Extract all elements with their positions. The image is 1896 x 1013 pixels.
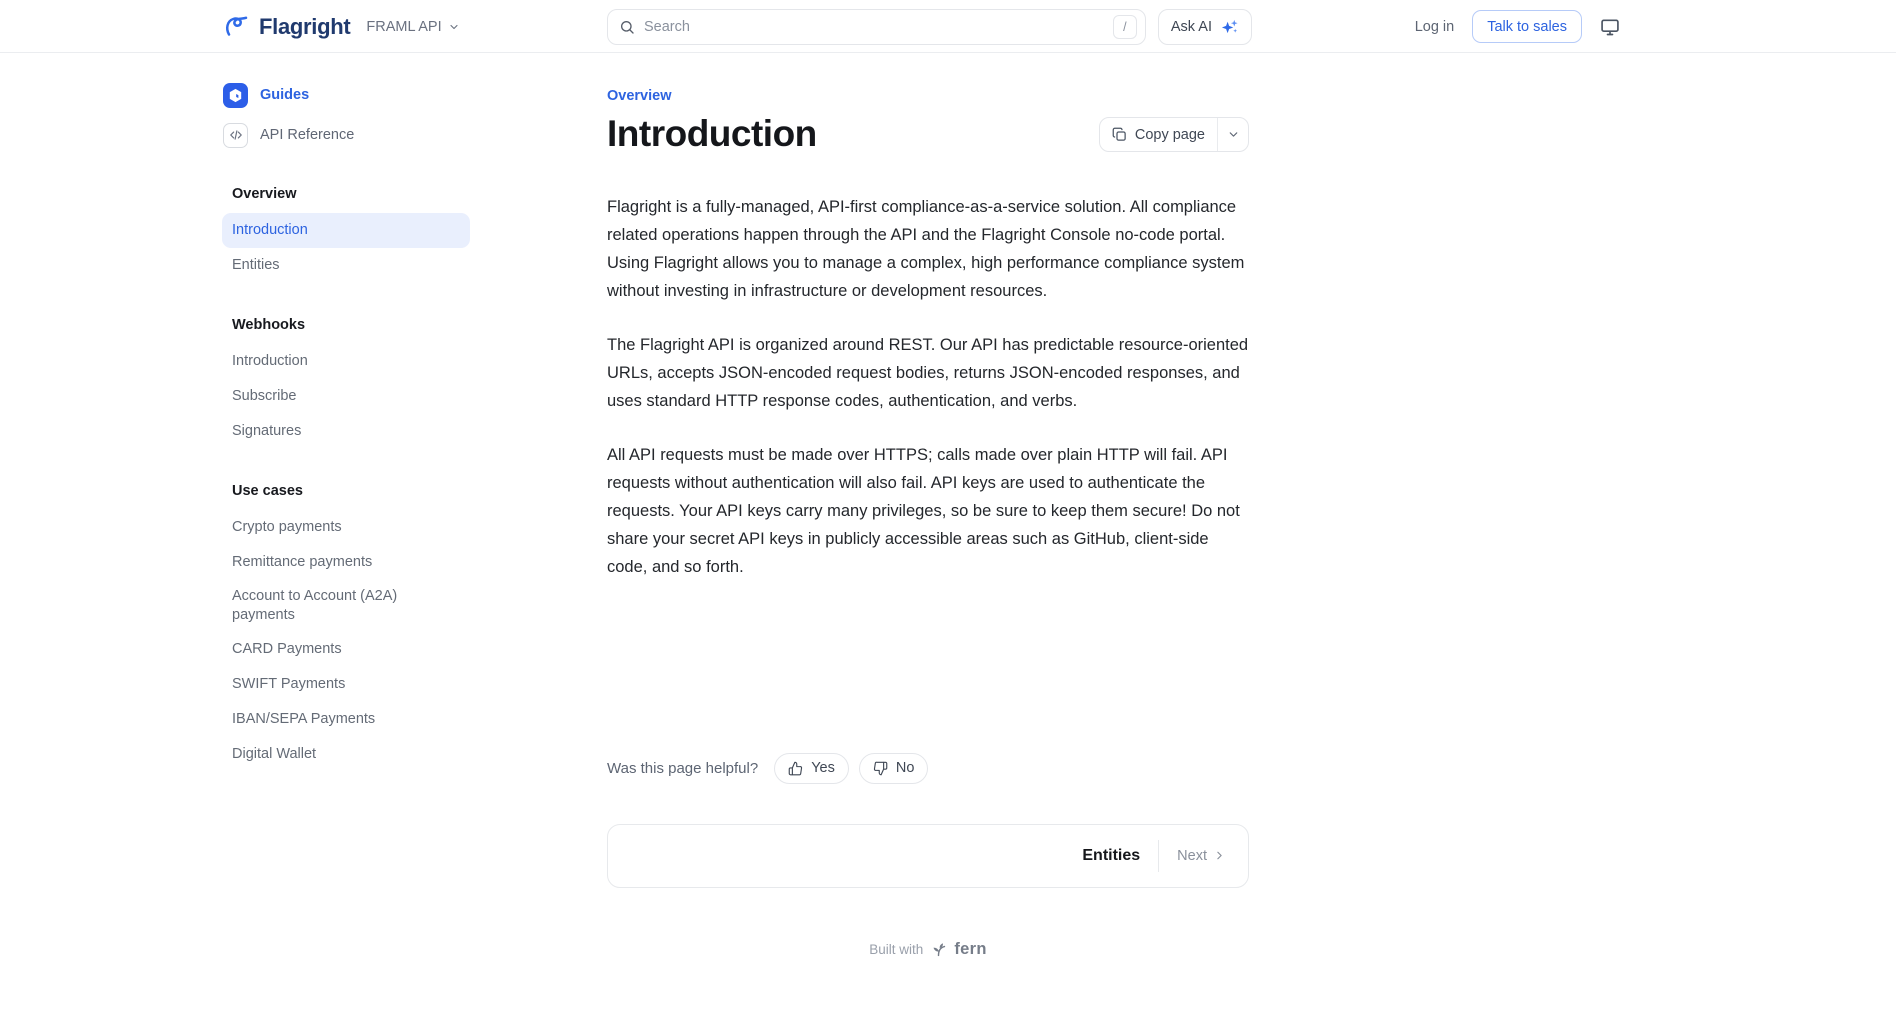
sidebar-item-iban-sepa-payments[interactable]: IBAN/SEPA Payments: [232, 710, 376, 727]
paragraph: The Flagright API is organized around REST. Our API has predictable resource-oriented URLs, accepts JSON-encoded request bodies, returns JSON-encoded responses, and uses standard HTTP response codes, authentication, and verbs.: [607, 335, 1249, 410]
log-in-link[interactable]: Log in: [1414, 18, 1455, 35]
feedback-question: Was this page helpful?: [607, 759, 759, 777]
search-bar[interactable]: [607, 9, 1146, 45]
breadcrumb[interactable]: Overview: [607, 88, 672, 104]
next-page-title: Entities: [1082, 846, 1141, 864]
built-with-fern-link[interactable]: [607, 940, 1249, 959]
sidebar-item-subscribe[interactable]: Subscribe: [232, 388, 297, 405]
fern-leaf-icon: [930, 941, 947, 958]
sidebar-item-card-payments[interactable]: CARD Payments: [232, 640, 342, 657]
flagright-logo-icon: [222, 13, 250, 41]
sparkles-icon: [1220, 17, 1239, 36]
sidebar-item-remittance-payments[interactable]: Remittance payments: [232, 554, 373, 571]
next-page-card[interactable]: [607, 824, 1249, 888]
guides-cube-icon: [223, 83, 248, 108]
feedback-no-button[interactable]: [859, 753, 929, 784]
copy-page-label: Copy page: [1134, 126, 1205, 143]
brand-wordmark: Flagright: [259, 13, 351, 39]
api-version-label: FRAML API: [366, 18, 442, 35]
top-navbar: [0, 0, 1896, 53]
sidebar-item-crypto-payments[interactable]: Crypto payments: [232, 519, 342, 536]
sidebar-item-webhooks-introduction[interactable]: Introduction: [232, 353, 308, 370]
paragraph: Flagright is a fully-managed, API-first compliance-as-a-service solution. All compliance related operations happen through the API and the Flagright Console no-code portal. Using Flagright allows you to manage a complex, high performance compliance system without investing in infrastructure or development resources.: [607, 197, 1245, 300]
sidebar-section-overview: [222, 186, 470, 283]
paragraph: All API requests must be made over HTTPS; calls made over plain HTTP will fail. API requests without authentication will also fail. API keys are used to authenticate the requests. Your API keys carry many privileges, so be sure to keep them secure! Do not share your secret API keys in publicly accessible areas such as GitHub, client-side code, and so forth.: [607, 445, 1240, 576]
feedback-no-label: No: [895, 760, 915, 777]
feedback-row: [607, 753, 1249, 784]
code-brackets-icon: [223, 123, 248, 148]
sidebar-item-signatures[interactable]: Signatures: [232, 423, 302, 440]
api-version-dropdown[interactable]: [366, 19, 459, 35]
chevron-down-icon: [448, 21, 460, 33]
talk-to-sales-button[interactable]: Talk to sales: [1472, 10, 1582, 43]
sidebar-item-digital-wallet[interactable]: Digital Wallet: [232, 745, 317, 762]
sidebar-tab-api-reference[interactable]: [222, 118, 470, 152]
sidebar: [222, 53, 470, 959]
fern-wordmark: fern: [954, 939, 987, 958]
sidebar-tab-guides[interactable]: [222, 78, 470, 112]
main-content: [607, 53, 1249, 959]
search-input[interactable]: [644, 19, 1104, 35]
section-title: Webhooks: [232, 317, 306, 333]
sidebar-section-use-cases: [222, 483, 470, 772]
page-title: Introduction: [607, 113, 817, 154]
article-body: [607, 193, 1249, 581]
copy-icon: [1112, 127, 1127, 142]
theme-toggle-button[interactable]: [1600, 17, 1620, 37]
sidebar-section-webhooks: [222, 317, 470, 449]
sidebar-tab-label: API Reference: [260, 127, 355, 143]
feedback-yes-label: Yes: [811, 760, 835, 777]
sidebar-item-entities[interactable]: Entities: [232, 257, 280, 274]
sidebar-item-swift-payments[interactable]: SWIFT Payments: [232, 675, 346, 692]
next-label: Next: [1177, 847, 1207, 864]
flagright-logo[interactable]: [222, 13, 350, 41]
chevron-right-icon: [1213, 849, 1226, 862]
sidebar-item-introduction[interactable]: Introduction: [222, 213, 470, 248]
sidebar-tab-label: Guides: [260, 87, 310, 103]
monitor-icon: [1600, 17, 1620, 37]
built-with-label: Built with: [869, 941, 924, 957]
copy-page-button[interactable]: [1100, 118, 1217, 151]
sidebar-item-a2a-payments[interactable]: Account to Account (A2A) payments: [232, 588, 398, 623]
search-shortcut-key: /: [1113, 15, 1137, 39]
feedback-yes-button[interactable]: [774, 753, 849, 784]
search-icon: [619, 19, 635, 35]
copy-page-split-button: [1099, 117, 1249, 152]
chevron-down-icon: [1227, 128, 1240, 141]
ask-ai-button[interactable]: [1158, 9, 1252, 45]
section-title: Use cases: [232, 483, 303, 499]
ask-ai-label: Ask AI: [1170, 18, 1212, 35]
divider: [1158, 840, 1159, 872]
thumbs-up-icon: [788, 761, 803, 776]
thumbs-down-icon: [873, 761, 888, 776]
section-title: Overview: [232, 186, 297, 202]
copy-page-dropdown-button[interactable]: [1217, 118, 1248, 151]
